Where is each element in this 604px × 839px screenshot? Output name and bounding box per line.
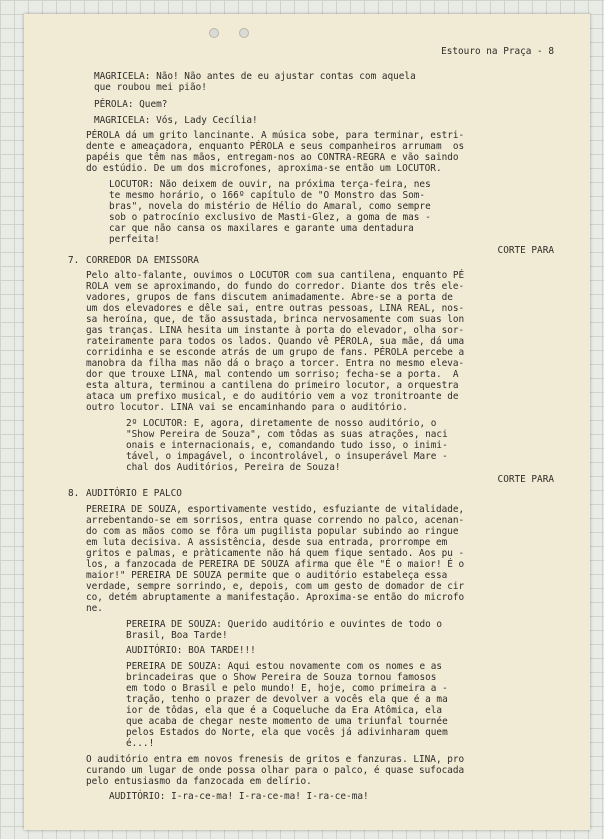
script-line: te mesmo horário, o 166º capítulo de "O Monstro das Som-: [109, 190, 426, 201]
script-line: dente e ameaçadora, enquanto PÉROLA e seus companheiros arrumam os: [86, 141, 465, 152]
script-line: PÉROLA: Quem?: [94, 99, 168, 110]
script-line: dor que trouxe LINA, mal contendo um sorriso; fecha-se a porta. A: [86, 369, 459, 380]
script-line: esta altura, terminou a cantilena do primeiro locutor, a orquestra: [86, 380, 459, 391]
script-page: [24, 14, 590, 830]
script-line: gas tranças. LINA hesita um instante à porta do elevador, olha sor-: [86, 325, 465, 336]
script-line: ne.: [86, 603, 103, 614]
scene-number: 8.: [68, 488, 80, 499]
script-line: sa heroína, que, de tão assustada, brinca nervosamente com suas lon: [86, 314, 465, 325]
script-line: papéis que têm nas mãos, entregam-nos ao CONTRA-REGRA e vão saindo: [86, 152, 459, 163]
script-line: maior!" PEREIRA DE SOUZA permite que o auditório estabeleça essa: [86, 570, 448, 581]
script-line: ataca um prefixo musical, e do auditório vem a voz tronitroante de: [86, 391, 459, 402]
script-line: sob o patrocínio exclusivo de Masti-Glez, a goma de mas -: [109, 212, 431, 223]
script-line: corridinha e se esconde atrás de um grupo de fans. PÉROLA percebe a: [86, 347, 465, 358]
script-line: Pelo alto-falante, ouvimos o LOCUTOR com sua cantilena, enquanto PÉ: [86, 270, 465, 281]
script-line: ROLA vem se aproximando, do fundo do corredor. Diante dos três ele-: [86, 281, 465, 292]
script-line: AUDITÓRIO: BOA TARDE!!!: [126, 645, 256, 656]
script-line: gritos e palmas, e pràticamente não há quem fique sentado. Aos pu -: [86, 548, 465, 559]
script-line: AUDITÓRIO: I-ra-ce-ma! I-ra-ce-ma! I-ra-ce-ma!: [109, 791, 369, 802]
script-line: PEREIRA DE SOUZA: Querido auditório e ouvintes de todo o: [126, 619, 443, 630]
script-line: pelos Estados do Norte, ela que vocês já adivinharam quem: [126, 727, 448, 738]
scene-heading: CORREDOR DA EMISSORA: [86, 255, 199, 266]
script-line: do estúdio. De um dos microfones, aproxima-se então um LOCUTOR.: [86, 163, 442, 174]
script-line: los, a fanzocada de PEREIRA DE SOUZA afirma que êle "É o maior! É o: [86, 559, 465, 570]
script-line: 2º LOCUTOR: E, agora, diretamente de nosso auditório, o: [126, 418, 437, 429]
script-line: vadores, grupos de fans discutem animadamente. Abre-se a porta de: [86, 292, 453, 303]
script-line: car que não cansa os maxilares e garante uma dentadura: [109, 223, 414, 234]
script-line: rateiramente para todos os lados. Quando vê PÉROLA, sua mãe, dá uma: [86, 336, 465, 347]
script-line: manobra da filha mas não dá o braço a torcer. Entra no mesmo eleva-: [86, 358, 465, 369]
script-line: PÉROLA dá um grito lancinante. A música sobe, para terminar, estri-: [86, 130, 465, 141]
script-line: é...!: [126, 738, 155, 749]
page-content: [24, 14, 590, 830]
script-line: brincadeiras que o Show Pereira de Souza tornou famosos: [126, 672, 437, 683]
script-line: um dos elevadores e dêle sai, entre outras pessoas, LINA REAL, nos-: [86, 303, 465, 314]
script-line: perfeita!: [109, 234, 160, 245]
script-line: onais e internacionais, e, comandando tudo isso, o inimi-: [126, 440, 448, 451]
script-line: bras", novela do mistério de Hélio do Amaral, como sempre: [109, 201, 431, 212]
scene-heading: AUDITÓRIO E PALCO: [86, 488, 182, 499]
script-line: tração, tenho o prazer de devolver a vocês ela que é a ma: [126, 694, 448, 705]
script-line: que acaba de chegar neste momento de uma triunfal tournée: [126, 716, 448, 727]
page-header: Estouro na Praça - 8: [441, 46, 554, 57]
transition-cut-to: CORTE PARA: [497, 474, 554, 485]
transition-cut-to: CORTE PARA: [497, 245, 554, 256]
script-line: em luta decisiva. A assistência, desde sua entrada, prorrompe em: [86, 537, 448, 548]
script-line: MAGRICELA: Vós, Lady Cecília!: [94, 115, 258, 126]
script-line: arrebentando-se em sorrisos, entra quase correndo no palco, acenan-: [86, 515, 465, 526]
script-line: que roubou mei pião!: [94, 82, 207, 93]
script-line: do com as mãos como se fôra um pugilista popular subindo ao ringue: [86, 526, 459, 537]
script-line: Brasil, Boa Tarde!: [126, 630, 228, 641]
scene-number: 7.: [68, 255, 80, 266]
script-line: tável, o impagável, o incontrolável, o insuperável Mare -: [126, 451, 448, 462]
script-line: O auditório entra em novos frenesis de gritos e fanzuras. LINA, pro: [86, 754, 465, 765]
script-line: chal dos Auditórios, Pereira de Souza!: [126, 462, 341, 473]
script-line: curando um lugar de onde possa olhar para o palco, é quase sufocada: [86, 765, 465, 776]
script-line: "Show Pereira de Souza", com tôdas as suas atrações, naci: [126, 429, 448, 440]
script-line: em todo o Brasil e pelo mundo! E, hoje, como primeira a -: [126, 683, 448, 694]
script-line: MAGRICELA: Não! Não antes de eu ajustar contas com aquela: [94, 71, 416, 82]
script-line: ior de tôdas, ela que é a Coqueluche da Era Atômica, ela: [126, 705, 443, 716]
script-line: pelo entusiasmo da fanzocada em delírio.: [86, 776, 312, 787]
script-line: PEREIRA DE SOUZA: Aqui estou novamente com os nomes e as: [126, 661, 443, 672]
script-line: PEREIRA DE SOUZA, esportivamente vestido, esfuziante de vitalidade,: [86, 504, 465, 515]
script-line: LOCUTOR: Não deixem de ouvir, na próxima terça-feira, nes: [109, 179, 431, 190]
script-line: verdade, sempre sorrindo, e, depois, com um gesto de domador de cir: [86, 581, 465, 592]
script-line: outro locutor. LINA vai se encaminhando para o auditório.: [86, 402, 408, 413]
script-line: co, detém abruptamente a manifestação. Aproxima-se então do microfo: [86, 592, 465, 603]
